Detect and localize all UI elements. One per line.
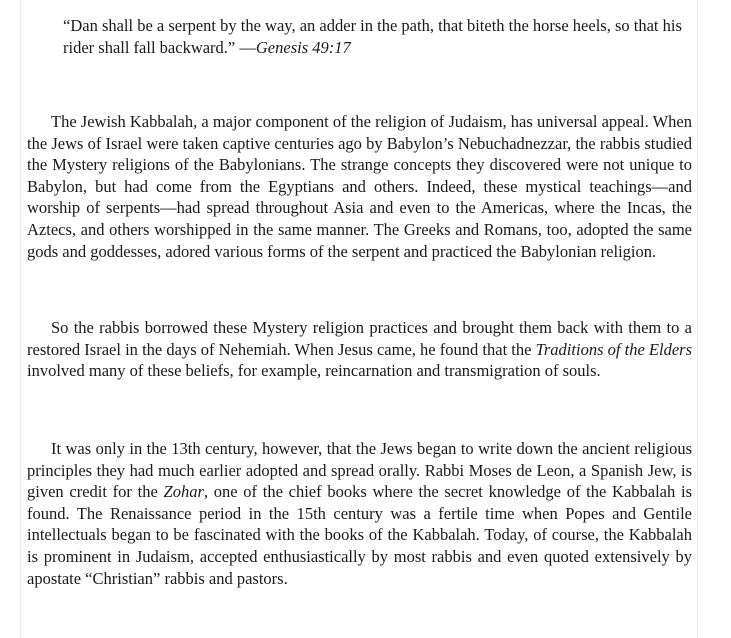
epigraph-quote: “Dan shall be a serpent by the way, an adder in the path, that biteth the horse heels, so that his rider shall fall backward.” — [63, 16, 682, 57]
document-page [20, 0, 698, 638]
paragraph-text: , one of the chief books where the secret knowledge of the Kabbalah is found. The Renaissance period in the 15th century was a fertile time when Popes and Gentile intellectuals began to be fascinated with the books of the Kabbalah. Today, of course, the Kabbalah is prominent in Judaism, accepted enthusiastically by most rabbis and even quoted extensively by apostate “Christian” rabbis and pastors. [27, 482, 692, 588]
italic-title-traditions: Traditions of the Elders [535, 339, 693, 359]
italic-title-zohar: Zohar [163, 482, 204, 502]
paragraph-kabbalah-appeal: The Jewish Kabbalah, a major component of the religion of Judaism, has universal appeal. When the Jews of Israel were taken captive centuries ago by Babylon’s Nebuchadnezzar, the rabbis studied the Mystery religions of the Babylonians. The strange concepts they discovered were not unique to Babylon, but had come from the Egyptians and others. Indeed, these mystical teachings—and worship of serpents—had spread throughout Asia and even to the Americas, where the Incas, the Aztecs, and others worshipped in the same manner. The Greeks and Romans, too, adopted the same gods and goddesses, adored various forms of the serpent and practiced the Babylonian religion. [27, 112, 692, 261]
paragraph-text: It was only in the 13th century, however, that the Jews began to write down the ancient religious principles they had much earlier adopted and spread orally. Rabbi Moses de Leon, a Spanish Jew, is given credit for the [27, 439, 692, 502]
paragraph-text: involved many of these beliefs, for example, reincarnation and transmigration of souls. [27, 361, 601, 381]
paragraph-text: So the rabbis borrowed these Mystery religion practices and brought them back with them to a restored Israel in the days of Nehemiah. When Jesus came, he found that the [27, 318, 692, 359]
paragraph-13th-century [27, 438, 692, 589]
epigraph-source: Genesis 49:17 [255, 37, 351, 57]
paragraph-rabbis-borrowed [27, 317, 692, 382]
epigraph [63, 15, 693, 58]
